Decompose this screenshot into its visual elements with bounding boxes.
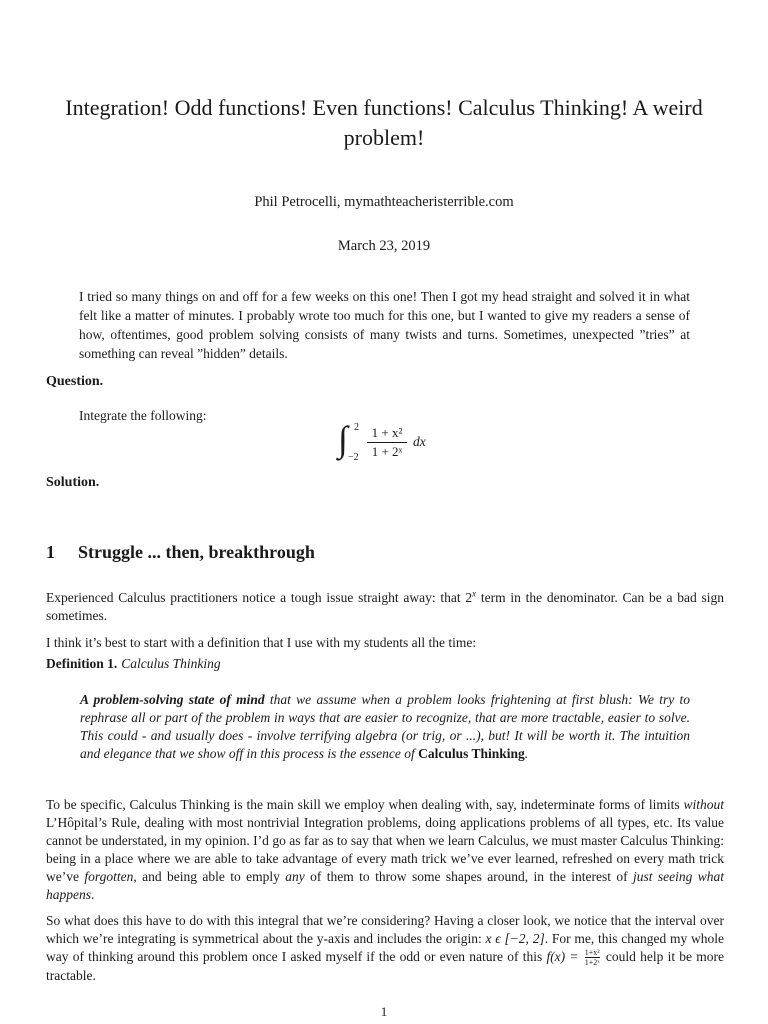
integral-expression bbox=[338, 420, 438, 466]
section-heading bbox=[46, 542, 315, 563]
paragraph-4-text-a: So what does this have to do with this integral that we’re considering? Having a closer look, we notice that the interval over which we’re integrating is symmetrical about the y-axis and includes the origin: bbox=[46, 913, 724, 946]
paragraph-3-text-e: . bbox=[91, 887, 95, 902]
integral-differential: dx bbox=[413, 434, 426, 449]
paragraph-4-text-c: could help it be more tractable. bbox=[46, 949, 724, 984]
paragraph-4-fraction bbox=[585, 948, 600, 967]
integrand-numerator: 1 + x² bbox=[367, 424, 407, 443]
definition-label: Definition 1. bbox=[46, 656, 118, 671]
paragraph-4-text-b: . For me, this changed my whole way of thinking around this problem once I asked myself if the odd or even nature of this bbox=[46, 931, 724, 964]
integrand-fraction bbox=[367, 424, 407, 460]
paragraph-4-interval: x ϵ [−2, 2] bbox=[485, 931, 545, 946]
paragraph-1-text-b: term in the denominator. Can be a bad sign sometimes. bbox=[46, 590, 724, 623]
section-title: Struggle ... then, breakthrough bbox=[78, 542, 315, 562]
question-text: Integrate the following: bbox=[79, 408, 207, 423]
abstract: I tried so many things on and off for a few weeks on this one! Then I got my head straight and solved it in what felt like a matter of minutes. I probably wrote too much for this one, but I wanted to give my readers a sense of how, oftentimes, good problem solving consists of many twists and turns. Sometimes, unexpected ”tries” at something can reveal ”hidden” details. bbox=[79, 289, 690, 361]
definition-end: . bbox=[524, 746, 529, 761]
paragraph-4-fraction-denominator: 1+2ˣ bbox=[584, 958, 600, 968]
paragraph-3-italic-1: without bbox=[683, 797, 724, 812]
question-label: Question. bbox=[46, 374, 104, 389]
definition-text: that we assume when a problem looks frightening at first blush: We try to rephrase all or part of the problem in ways that are easier to recognize, that are more tractable, easier to solve. This could - and usually does - involve terrifying algebra (or trig, or ...), but! It will be worth it. The intuition and elegance that we show off in this process is the essence of bbox=[80, 692, 690, 761]
definition-body bbox=[80, 691, 690, 763]
integral-lower-limit: −2 bbox=[348, 452, 359, 463]
paragraph-3-italic-4: just seeing what happens bbox=[46, 869, 725, 902]
paragraph-3-text-d: of them to throw some shapes around, in the interest of bbox=[304, 869, 633, 884]
paragraph-2: I think it’s best to start with a definition that I use with my students all the time: bbox=[46, 635, 477, 650]
definition-heading bbox=[46, 656, 221, 672]
paragraph-3-text-a: To be specific, Calculus Thinking is the main skill we employ when dealing with, say, indeterminate forms of limits bbox=[46, 797, 684, 812]
paragraph-3-italic-3: any bbox=[285, 869, 305, 884]
section-number: 1 bbox=[46, 542, 55, 562]
integrand-denominator: 1 + 2ˣ bbox=[371, 444, 403, 459]
page-number: 1 bbox=[380, 1004, 388, 1019]
definition-lead: A problem-solving state of mind bbox=[80, 692, 265, 707]
paragraph-4-function: f(x) = bbox=[546, 949, 583, 964]
paragraph-4 bbox=[46, 912, 724, 985]
definition-tail: Calculus Thinking bbox=[418, 746, 525, 761]
author-line: Phil Petrocelli, mymathteacheristerrible.com bbox=[254, 194, 514, 210]
paragraph-1-text-a: Experienced Calculus practitioners notice a tough issue straight away: that 2 bbox=[46, 590, 473, 605]
solution-label: Solution. bbox=[46, 475, 100, 490]
integral-sign: ∫ bbox=[338, 419, 348, 459]
paragraph-3-text-b: L’Hôpital’s Rule, dealing with most nontrivial Integration problems, doing applications problems of all types, etc. Its value cannot be understated, in my opinion. I’d go as far as to say that when we learn Calculus, we must master Calculus Thinking: being in a place where we are able to take advantage of every math trick we’ve ever learned, refreshed on every math trick we’ve bbox=[46, 815, 724, 884]
paragraph-3 bbox=[46, 796, 724, 904]
paragraph-3-text-c: , and being able to emply bbox=[133, 869, 286, 884]
paragraph-1-exponent: x bbox=[472, 588, 477, 599]
integral-upper-limit: 2 bbox=[354, 422, 359, 433]
paragraph-3-italic-2: forgotten bbox=[84, 869, 134, 884]
paragraph-1 bbox=[46, 589, 724, 625]
definition-name: Calculus Thinking bbox=[121, 656, 221, 671]
paper-title: Integration! Odd functions! Even functions! Calculus Thinking! A weird problem! bbox=[65, 95, 703, 150]
date-line: March 23, 2019 bbox=[337, 238, 431, 254]
paragraph-4-fraction-numerator: 1+x² bbox=[584, 948, 600, 958]
